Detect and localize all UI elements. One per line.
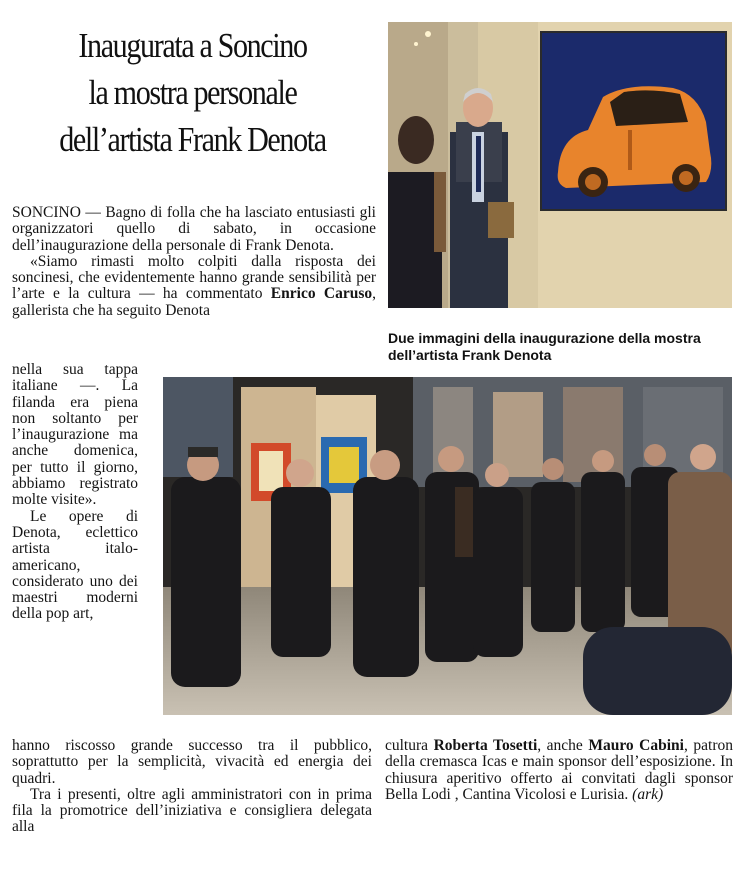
photo-inauguration-crowd bbox=[163, 377, 732, 715]
dateline: SONCINO — bbox=[12, 204, 101, 221]
paragraph-1 bbox=[12, 205, 376, 254]
paragraph-bottom-right bbox=[385, 738, 733, 803]
headline-line-3: dell’artista Frank Denota bbox=[59, 120, 326, 159]
name-enrico-caruso: Enrico Caruso bbox=[270, 285, 373, 303]
paragraph-2 bbox=[12, 254, 376, 319]
article-body-narrow bbox=[12, 362, 138, 623]
paragraph-2-text-b: , gallerista che ha seguito Denota bbox=[12, 285, 376, 319]
name-mauro-cabini: Mauro Cabini bbox=[588, 737, 684, 754]
name-roberta-tosetti: Roberta Tosetti bbox=[433, 737, 538, 754]
paragraph-narrow-1: nella sua tappa italiane —. La filanda era piena non soltanto per l’inaugurazione ma anche domenica, per tutto il giorno, abbiamo registrato molte visite». bbox=[12, 361, 138, 509]
photo-caption: Due immagini della inaugurazione della mostra dell’artista Frank Denota bbox=[388, 330, 701, 363]
headline-line-2: la mostra personale bbox=[88, 73, 297, 112]
photo-artist-with-painting bbox=[388, 22, 732, 308]
paragraph-bottom-1: hanno riscosso grande successo tra il pubblico, soprattutto per la semplicità, vivacità ed energia dei quadri. bbox=[12, 737, 372, 787]
headline-line-1: Inaugurata a Soncino bbox=[78, 26, 307, 65]
article-body-top bbox=[12, 205, 376, 319]
paragraph-narrow-2: Le opere di Denota, eclettico artista italo-americano, considerato uno dei maestri moderni della pop art, bbox=[12, 507, 138, 623]
author-signature: (ark) bbox=[632, 785, 664, 803]
photo-inauguration-artist bbox=[388, 22, 732, 308]
article-body-bottom-right bbox=[385, 738, 733, 803]
photo-gallery-crowd bbox=[163, 377, 732, 715]
headline bbox=[36, 22, 350, 163]
bottom-right-text-b: , anche bbox=[537, 737, 589, 754]
bottom-right-text-a: cultura bbox=[385, 737, 434, 754]
bottom-right-text-c: , patron della cremasca Icas e main sponsor dell’esposizione. In chiusura aperitivo offerto ai convitati dagli sponsor Bella Lodi , Cantina Vicolosi e Lurisia. bbox=[385, 737, 733, 803]
article-body-bottom-left bbox=[12, 738, 372, 836]
paragraph-1-text: Bagno di folla che ha lasciato entusiasti gli organizzatori quello di sabato, in occasione dell’inaugurazione della personale di Frank Denota. bbox=[12, 204, 376, 254]
paragraph-bottom-2: Tra i presenti, oltre agli amministratori con in prima fila la promotrice dell’iniziativa e consigliera delegata alla bbox=[12, 785, 372, 836]
paragraph-2-text-a: «Siamo rimasti molto colpiti dalla risposta dei soncinesi, che evidentemente hanno grande sensibilità per l’arte e la cultura — ha commentato bbox=[12, 252, 376, 303]
